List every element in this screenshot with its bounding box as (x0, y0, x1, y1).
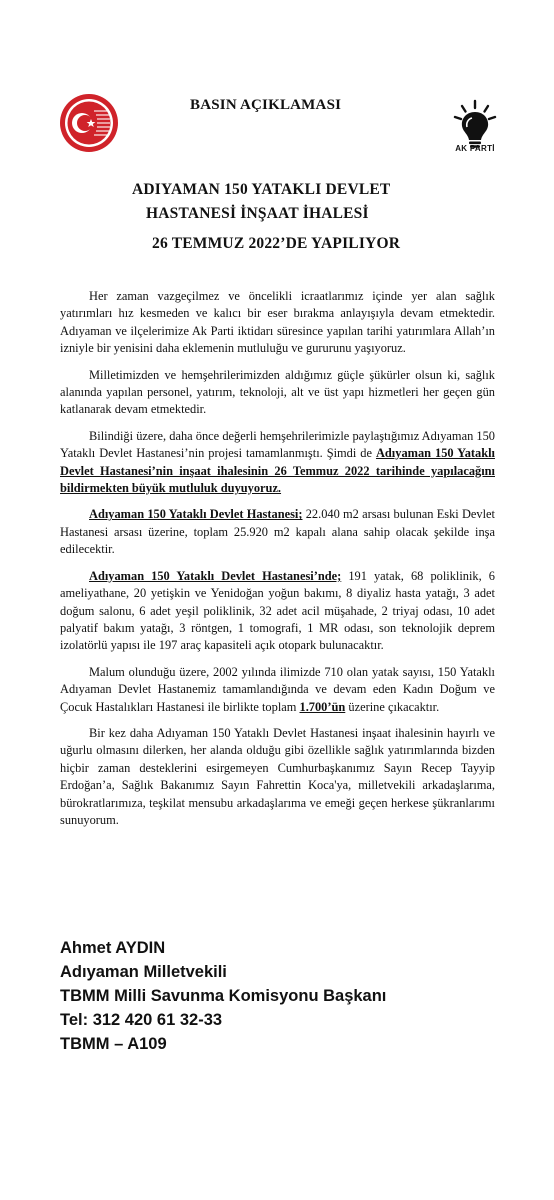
paragraph-2: Milletimizden ve hemşehrilerimizden aldığımız güçle şükürler olsun ki, sağlık alanında yapılan personel, yatırım, teknoloji, alt ve üst yapı hizmetleri her geçen gün katlanarak devam etmektedir. (60, 367, 495, 417)
paragraph-6-emphasis: 1.700’ün (299, 699, 346, 714)
paragraph-6-text: Malum olunduğu üzere, 2002 yılında ilimizde 710 olan yatak sayısı, 150 Yataklı Adıyaman Devlet Hastanemiz tamamlandığında ve devam eden Kadın Doğum ve Çocuk Hastalıkları Hastanesi ile birlikte toplam (60, 664, 495, 714)
title-line-3: 26 TEMMUZ 2022’DE YAPILIYOR (152, 235, 401, 252)
paragraph-1: Her zaman vazgeçilmez ve öncelikli icraatlarımız içinde yer alan sağlık yatırımları hız kesmeden ve kalıcı bir eser bırakma anlayışıyla devam etmektedir. Adıyaman ve ilçelerimize Ak Parti iktidarı süresince yapılan tarihi yatırımlara Allah’ın izniyle bir yenisini daha eklemenin mutluluğu ve gururunu yaşıyoruz. (60, 289, 495, 356)
paragraph-4-text: 22.040 m2 arsası bulunan Eski Devlet Hastanesi arsası üzerine, toplam 25.920 m2 kapalı alana sahip olacak şekilde inşa edilecektir. (60, 507, 495, 557)
paragraph-3-text: Bilindiği üzere, daha önce değerli hemşehrilerimizle paylaştığımız Adıyaman 150 Yataklı Devlet Hastanesi’nin projesi tamamlanmıştı. Şimdi de (60, 428, 495, 461)
ak-parti-label: AK PARTİ (455, 144, 495, 153)
signature-block (60, 936, 386, 1056)
signature-committee: TBMM Milli Savunma Komisyonu Başkanı (60, 987, 387, 1005)
paragraph-5 (60, 568, 495, 655)
signature-office: TBMM – A109 (60, 1035, 167, 1053)
tbmm-logo-icon (58, 92, 120, 154)
signature-role: Adıyaman Milletvekili (60, 963, 227, 981)
title-line-1: ADIYAMAN 150 YATAKLI DEVLET (132, 181, 391, 198)
paragraph-4 (60, 506, 495, 558)
paragraph-7: Bir kez daha Adıyaman 150 Yataklı Devlet Hastanesi inşaat ihalesinin hayırlı ve uğurlu olmasını dilerken, her alanda olduğu gibi özellikle sağlık yatırımlarında bizden hiçbir zaman desteklerini esirgemeyen Cumhurbaşkanımız Sayın Recep Tayyip Erdoğan’a, Sağlık Bakanımız Sayın Fahrettin Koca'ya, milletvekili arkadaşlarıma, bürokratlarımıza, teşkilat mensubu arkadaşlarıma ve emeği geçen herkese şükranlarımı sunuyorum. (60, 725, 495, 827)
paragraph-3-emphasis: Adıyaman 150 Yataklı Devlet Hastanesi’nin inşaat ihalesinin 26 Temmuz 2022 tarihinde yapılacağını bildirmekten büyük mutluluk duyuyoruz. (60, 446, 495, 496)
signature-name: Ahmet AYDIN (60, 939, 166, 957)
press-release-label: BASIN AÇIKLAMASI (190, 97, 342, 113)
paragraph-5-text: 191 yatak, 68 poliklinik, 6 ameliyathane, 20 yetişkin ve Yenidoğan yoğun bakımı, 8 diyaliz hasta yatağı, 3 adet doğum salonu, 6 adet yeşil poliklinik, 32 adet acil müşahade, 2 triyaj odası, 10 adet palyatif bakım yatağı, 3 röntgen, 1 tomografi, 1 MR odası, son teknolojik deprem izolatörlü yapısı ile 197 araç kapasiteli açık otopark bulunacaktır. (60, 568, 495, 653)
paragraph-6-tail: üzerine çıkacaktır. (345, 699, 440, 714)
paragraph-6 (60, 664, 495, 716)
paragraph-5-heading: Adıyaman 150 Yataklı Devlet Hastanesi’nde; (89, 568, 342, 583)
signature-phone: Tel: 312 420 61 32-33 (60, 1011, 223, 1029)
statement-body (60, 288, 495, 838)
paragraph-3 (60, 428, 495, 498)
paragraph-4-heading: Adıyaman 150 Yataklı Devlet Hastanesi; (89, 507, 303, 522)
title-line-2: HASTANESİ İNŞAAT İHALESİ (146, 205, 369, 222)
